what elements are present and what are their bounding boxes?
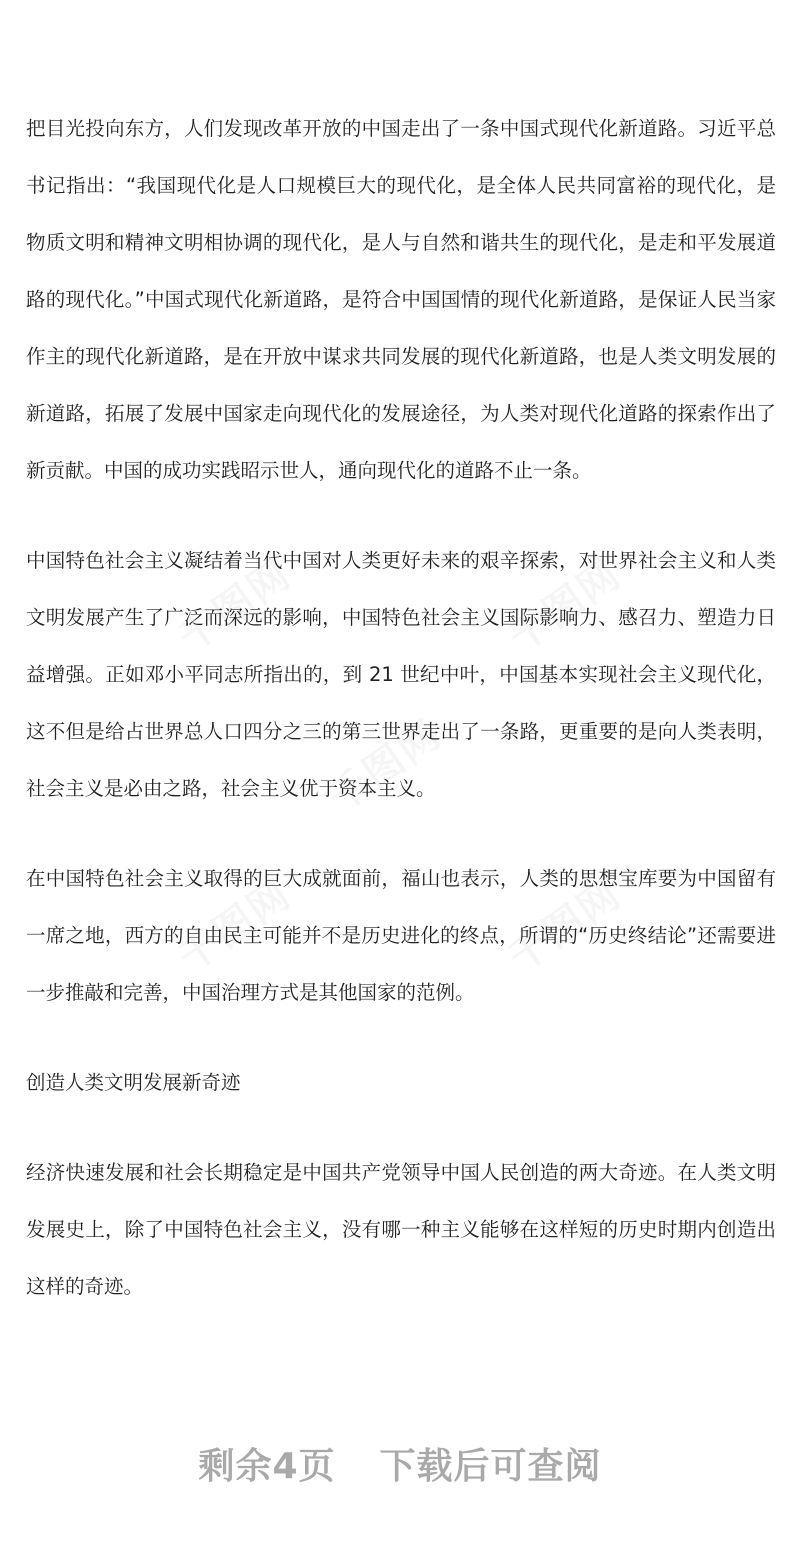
paragraph-modernization-path: 把目光投向东方，人们发现改革开放的中国走出了一条中国式现代化新道路。习近平总书记指出：“我国现代化是人口规模巨大的现代化，是全体人民共同富裕的现代化，是物质文明和精神文明相协调的现代化，是人与自然和谐共生的现代化，是走和平发展道路的现代化。”中国式现代化新道路，是符合中国国情的现代化新道路，是保证人民当家作主的现代化新道路，是在开放中谋求共同发展的现代化新道路，也是人类文明发展的新道路，拓展了发展中国家走向现代化的发展途径，为人类对现代化道路的探索作出了新贡献。中国的成功实践昭示世人，通向现代化的道路不止一条。 (26, 117, 776, 482)
watermark: 千图网 (500, 551, 630, 662)
watermark: 千图网 (170, 551, 300, 662)
section-heading: 创造人类文明发展新奇迹 (26, 1071, 241, 1094)
paragraph-two-miracles: 经济快速发展和社会长期稳定是中国共产党领导中国人民创造的两大奇迹。在人类文明发展史上，除了中国特色社会主义，没有哪一种主义能够在这样短的历史时期内创造出这样的奇迹。 (26, 1161, 776, 1298)
download-prompt[interactable] (0, 1438, 800, 1489)
document-body (26, 100, 776, 1315)
watermark: 千图网 (500, 871, 630, 982)
paragraph-socialism-influence: 中国特色社会主义凝结着当代中国对人类更好未来的艰辛探索，对世界社会主义和人类文明发展产生了广泛而深远的影响，中国特色社会主义国际影响力、感召力、塑造力日益增强。正如邓小平同志所指出的，到 21 世纪中叶，中国基本实现社会主义现代化，这不但是给占世界总人口四分之三的第三世界走出了一条路，更重要的是向人类表明，社会主义是必由之路，社会主义优于资本主义。 (26, 549, 776, 800)
remaining-pages-label: 剩余4页 (198, 1446, 336, 1487)
paragraph-fukuyama: 在中国特色社会主义取得的巨大成就面前，福山也表示，人类的思想宝库要为中国留有一席之地，西方的自由民主可能并不是历史进化的终点，所谓的“历史终结论”还需要进一步推敲和完善，中国治理方式是其他国家的范例。 (26, 867, 776, 1004)
download-to-view-label: 下载后可查阅 (379, 1446, 602, 1487)
watermark: 千图网 (170, 871, 300, 982)
watermark: 千图网 (320, 711, 450, 822)
